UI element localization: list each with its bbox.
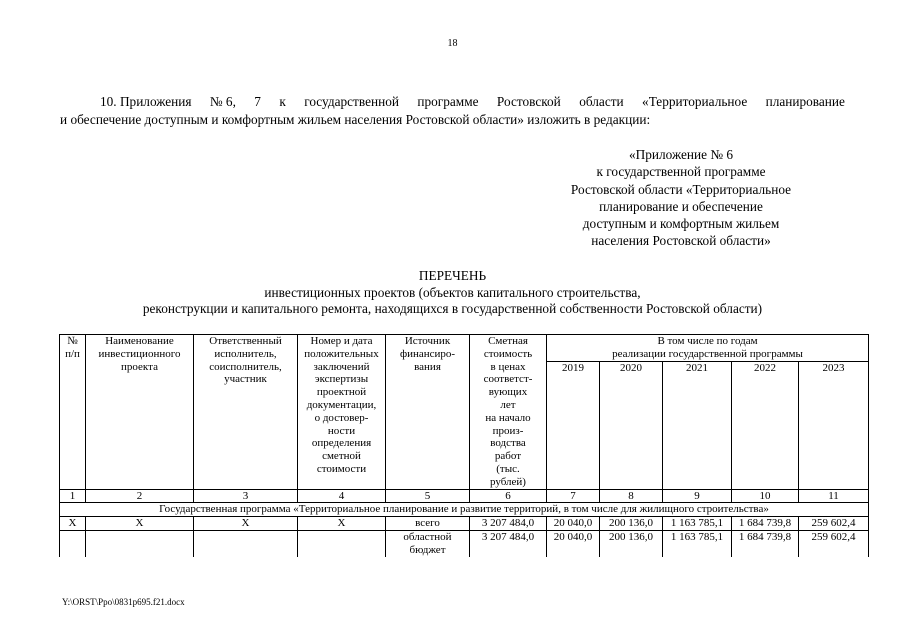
header-source — [386, 335, 470, 490]
header-text: произ- — [492, 424, 524, 437]
header-text: Номер и дата — [310, 335, 373, 347]
header-text: в ценах — [490, 360, 526, 373]
header-text: работ — [494, 450, 522, 463]
file-path-footer: Y:\ORST\Ppo\0831p695.f21.docx — [62, 597, 185, 607]
paragraph-line-1 — [60, 93, 845, 111]
paragraph-word: «Территориальное — [642, 94, 748, 109]
cell-num — [60, 530, 86, 556]
header-text: на начало — [485, 411, 531, 424]
cell-2020: 200 136,0 — [600, 530, 663, 556]
header-text: инвестиционного — [98, 347, 181, 360]
header-row — [60, 335, 869, 362]
program-title: Государственная программа «Территориальное планирование и развитие территорий, в том числе для жилищного строительства» — [60, 503, 869, 517]
index-cell: 3 — [194, 489, 298, 503]
header-text: документации, — [306, 398, 377, 411]
appendix-line: населения Ростовской области» — [591, 233, 771, 249]
index-cell: 5 — [386, 489, 470, 503]
index-row — [60, 489, 869, 503]
cell-num: Х — [60, 517, 86, 531]
table-row — [60, 530, 869, 556]
amendment-paragraph — [60, 93, 845, 129]
cell-expertise — [298, 530, 386, 556]
appendix-line: доступным и комфортным жильем — [582, 216, 780, 232]
header-text: заключений — [313, 360, 370, 373]
appendix-reference — [540, 146, 822, 250]
source-line: областной — [403, 530, 452, 543]
header-text: реализации государственной программы — [612, 347, 803, 360]
header-name — [86, 335, 194, 490]
appendix-line: Ростовской области «Территориальное — [570, 181, 792, 197]
cell-cost: 3 207 484,0 — [470, 530, 547, 556]
list-heading — [0, 268, 905, 318]
heading-title: ПЕРЕЧЕНЬ — [418, 268, 487, 283]
paragraph-word: государственной — [304, 94, 399, 109]
paragraph-word: Ростовской — [496, 94, 561, 109]
header-text: (тыс. — [496, 462, 520, 475]
paragraph-word: № 6, — [209, 94, 236, 109]
index-cell: 1 — [60, 489, 86, 503]
index-cell: 8 — [600, 489, 663, 503]
header-year: 2022 — [732, 362, 799, 490]
header-text: лет — [500, 398, 516, 411]
index-cell: 9 — [663, 489, 732, 503]
cell-executor — [194, 530, 298, 556]
header-text: положительных — [304, 347, 379, 360]
cell-executor: Х — [194, 517, 298, 531]
header-text: вующих — [488, 386, 528, 399]
header-cost — [470, 335, 547, 490]
index-cell: 7 — [547, 489, 600, 503]
cell-2019: 20 040,0 — [547, 530, 600, 556]
header-year: 2021 — [663, 362, 732, 490]
header-text: В том числе по годам — [657, 335, 758, 347]
index-cell: 2 — [86, 489, 194, 503]
header-text: исполнитель, — [214, 347, 277, 360]
paragraph-line-2: и обеспечение доступным и комфортным жильем населения Ростовской области» изложить в редакции: — [60, 112, 651, 127]
header-text: Наименование — [105, 335, 174, 347]
header-years-group — [547, 335, 869, 362]
cell-2023: 259 602,4 — [799, 517, 869, 531]
header-text: стоимости — [316, 462, 367, 475]
header-text: соисполнитель, — [209, 360, 282, 373]
index-cell: 6 — [470, 489, 547, 503]
cell-2019: 20 040,0 — [547, 517, 600, 531]
paragraph-word: области — [579, 94, 624, 109]
investment-projects-table — [59, 334, 869, 557]
header-text: определения — [311, 437, 372, 450]
cell-2022: 1 684 739,8 — [732, 530, 799, 556]
index-cell: 4 — [298, 489, 386, 503]
header-text: рублей) — [490, 475, 526, 488]
program-row — [60, 503, 869, 517]
header-text: финансиро- — [399, 347, 456, 360]
header-year: 2019 — [547, 362, 600, 490]
source-line: бюджет — [409, 543, 446, 556]
header-text: Сметная — [488, 335, 528, 347]
header-year: 2023 — [799, 362, 869, 490]
cell-expertise: Х — [298, 517, 386, 531]
appendix-line: «Приложение № 6 — [629, 147, 733, 162]
header-text: проектной — [316, 386, 367, 399]
header-text: п/п — [65, 347, 80, 360]
paragraph-word: планирование — [765, 94, 845, 109]
index-cell: 10 — [732, 489, 799, 503]
paragraph-word: программе — [417, 94, 479, 109]
header-text: Источник — [404, 335, 451, 347]
heading-line: реконструкции и капитального ремонта, находящихся в государственной собственности Ростовской области) — [142, 301, 763, 317]
header-text: Ответственный — [209, 335, 282, 347]
header-text: соответст- — [483, 373, 533, 386]
header-expertise — [298, 335, 386, 490]
header-text: экспертизы — [314, 373, 369, 386]
cell-2021: 1 163 785,1 — [663, 530, 732, 556]
header-executor — [194, 335, 298, 490]
header-num — [60, 335, 86, 490]
appendix-line: к государственной программе — [596, 164, 766, 180]
page-number: 18 — [447, 38, 458, 49]
header-text: ности — [327, 424, 356, 437]
cell-2023: 259 602,4 — [799, 530, 869, 556]
heading-line: инвестиционных проектов (объектов капитального строительства, — [264, 284, 641, 300]
cell-2021: 1 163 785,1 — [663, 517, 732, 531]
header-text: стоимость — [483, 347, 533, 360]
header-text: № — [67, 335, 78, 347]
paragraph-word: к — [279, 94, 286, 109]
table-row — [60, 517, 869, 531]
header-text: сметной — [322, 450, 361, 463]
header-text: проекта — [121, 360, 158, 373]
header-text: участник — [224, 373, 267, 386]
cell-2020: 200 136,0 — [600, 517, 663, 531]
cell-name: Х — [86, 517, 194, 531]
header-text: водства — [490, 437, 526, 450]
paragraph-word: 7 — [254, 94, 261, 109]
paragraph-word: 10. Приложения — [100, 94, 192, 109]
cell-cost: 3 207 484,0 — [470, 517, 547, 531]
appendix-line: планирование и обеспечение — [599, 198, 763, 214]
header-text: вания — [414, 360, 441, 373]
cell-name — [86, 530, 194, 556]
index-cell: 11 — [799, 489, 869, 503]
cell-2022: 1 684 739,8 — [732, 517, 799, 531]
header-year: 2020 — [600, 362, 663, 490]
cell-source — [386, 530, 470, 556]
header-text: о достовер- — [314, 411, 369, 424]
cell-source: всего — [386, 517, 470, 531]
